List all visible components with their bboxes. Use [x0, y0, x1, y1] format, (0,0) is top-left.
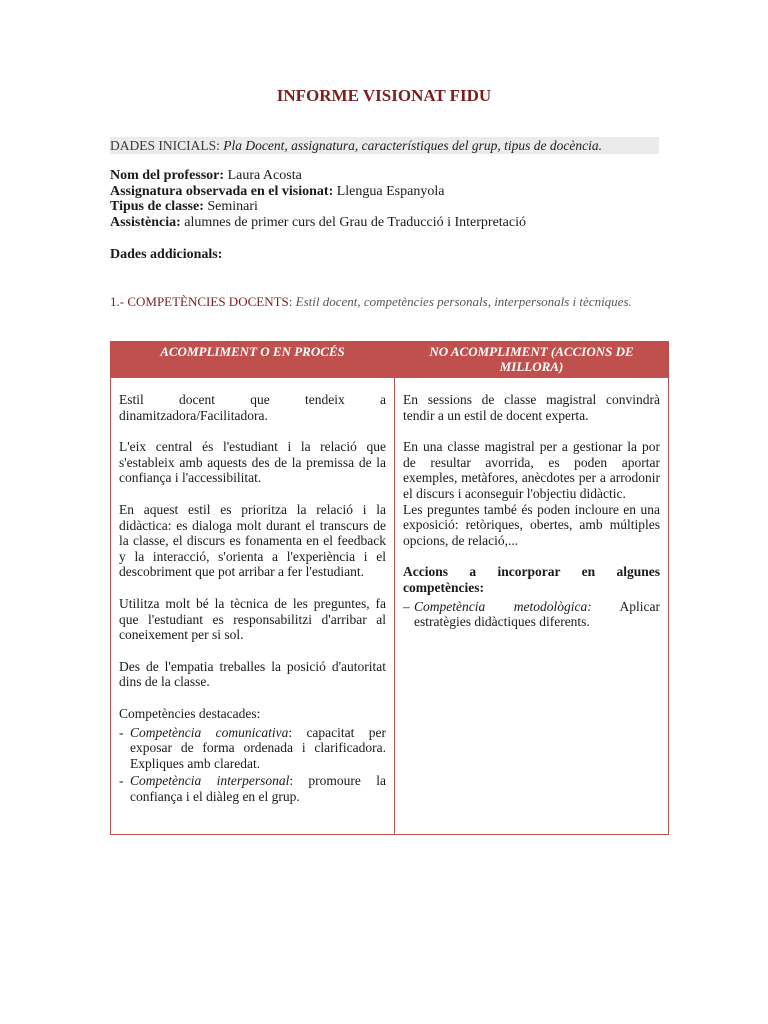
- paragraph: Des de l'empatia treballes la posició d'autoritat dins de la classe.: [119, 658, 386, 690]
- competency-text: : promoure la confiança i el diàleg en el grup.: [130, 773, 386, 804]
- section-number: 1.- COMPETÈNCIES DOCENTS:: [110, 294, 293, 309]
- tipus-line: [110, 199, 526, 215]
- dash-marker: -: [119, 724, 124, 740]
- professor-line: [110, 168, 526, 184]
- assignatura-label: Assignatura observada en el visionat:: [110, 183, 334, 199]
- paragraph: En una classe magistral per a gestionar la por de resultar avorrida, es poden aportar exemples, metàfores, anècdotes per a arrodonir el discurs i aconseguir l'objectiu didàctic.: [403, 439, 660, 501]
- assistencia-value: alumnes de primer curs del Grau de Traducció i Interpretació: [184, 214, 526, 230]
- section-desc: Estil docent, competències personals, interpersonals i tècniques.: [295, 294, 632, 309]
- paragraph: L'eix central és l'estudiant i la relació que s'estableix amb aquests des de la premissa de la confiança i l'accessibilitat.: [119, 439, 386, 486]
- list-item: [403, 599, 660, 630]
- tipus-value: Seminari: [207, 199, 258, 215]
- actions-label: Accions a incorporar en algunes competències:: [403, 564, 660, 595]
- list-item: [119, 773, 386, 804]
- dash-marker: -: [119, 773, 124, 789]
- acompliment-cell: [111, 378, 395, 835]
- professor-value: Laura Acosta: [227, 168, 302, 183]
- competency-name: Competència interpersonal: [130, 773, 290, 789]
- list-item: [119, 725, 386, 772]
- competency-name: Competència metodològica:: [414, 598, 592, 614]
- dades-inicials-bar: [110, 137, 659, 154]
- section-heading: [110, 294, 658, 310]
- professor-label: Nom del professor:: [110, 168, 225, 183]
- assistencia-label: Assistència:: [110, 214, 181, 230]
- competency-name: Competència comunicativa: [130, 724, 289, 740]
- dash-marker: –: [403, 598, 410, 614]
- col-header-no-acompliment: NO ACOMPLIMENT (ACCIONS DE MILLORA): [395, 342, 669, 378]
- col-header-acompliment: ACOMPLIMENT O EN PROCÉS: [111, 342, 395, 378]
- paragraph: En aquest estil es prioritza la relació i la didàctica: es dialoga molt durant el transcurs de la classe, el discurs es fonamenta en el feedback y la interacció, s'orienta a l'experiència i el descobriment que pot arribar a fer l'estudiant.: [119, 501, 386, 580]
- tipus-label: Tipus de classe:: [110, 199, 204, 215]
- document-title: INFORME VISIONAT FIDU: [276, 86, 492, 105]
- dades-inicials-label: DADES INICIALS:: [110, 138, 220, 153]
- dades-inicials-desc: Pla Docent, assignatura, característiques del grup, tipus de docència.: [223, 138, 602, 153]
- dades-addicionals-label: Dades addicionals:: [110, 247, 223, 262]
- no-acompliment-cell: [395, 378, 669, 835]
- highlights-list: [119, 725, 386, 805]
- highlights-label: Competències destacades:: [119, 705, 261, 721]
- assistencia-line: [110, 215, 526, 231]
- teacher-info: [110, 168, 526, 230]
- competencies-table: [110, 341, 669, 835]
- competency-text: Aplicar estratègies didàctiques diferents.: [414, 598, 660, 630]
- assignatura-value: Llengua Espanyola: [336, 183, 445, 199]
- paragraph: En sessions de classe magistral convindrà tendir a un estil de docent experta.: [403, 392, 660, 423]
- assignatura-line: [110, 184, 526, 200]
- paragraph: Utilitza molt bé la tècnica de les preguntes, fa que l'estudiant es responsabilitzi d'arribar al coneixement per si sol.: [119, 595, 386, 643]
- paragraph: Les preguntes també és poden incloure en una exposició: retòriques, obertes, amb múltiples opcions, de relació,...: [403, 501, 660, 548]
- paragraph: Estil docent que tendeix a dinamitzadora/Facilitadora.: [119, 392, 386, 423]
- actions-list: [403, 599, 660, 630]
- competency-text: : capacitat per exposar de forma ordenada i clarificadora. Expliques amb claredat.: [130, 724, 386, 771]
